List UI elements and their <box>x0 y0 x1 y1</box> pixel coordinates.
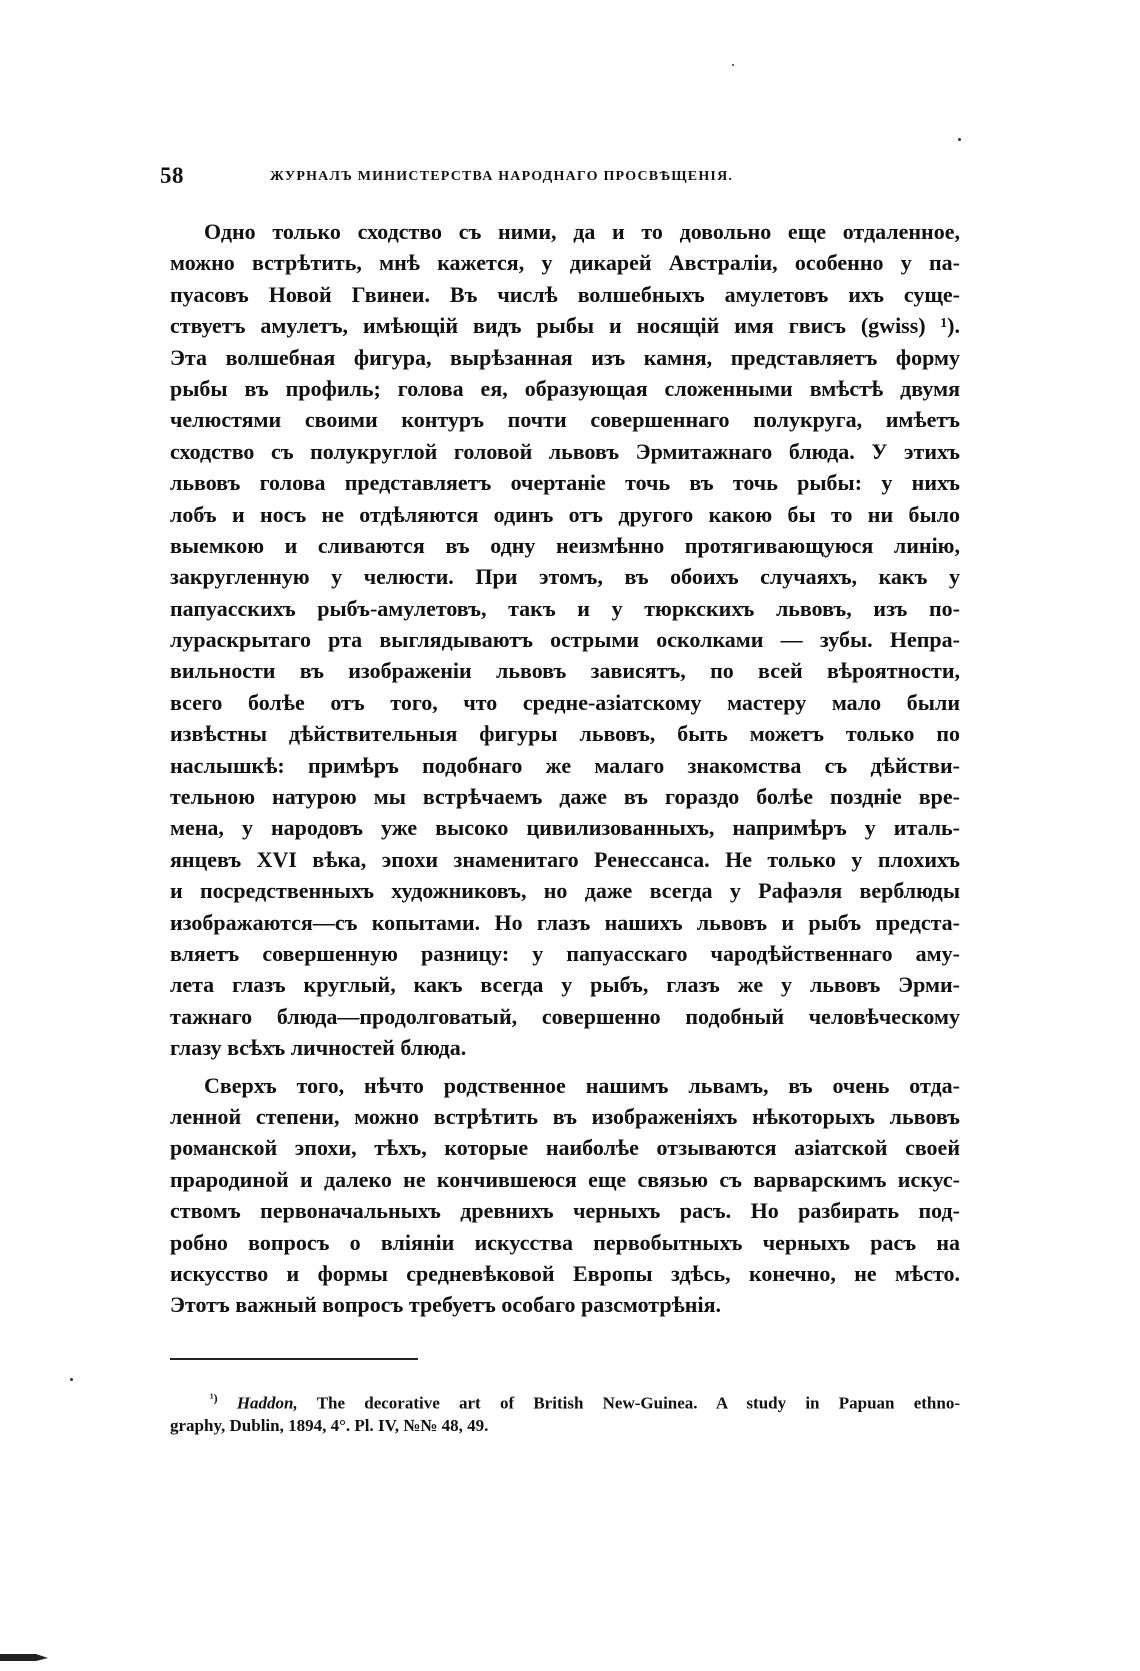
text-line: ленной степени, можно встрѣтить въ изображеніяхъ нѣкоторыхъ львовъ <box>170 1103 960 1129</box>
footnote <box>170 1384 960 1440</box>
text-line: выемкою и сливаются въ одну неизмѣнно протягивающуюся линію, <box>170 532 960 558</box>
text-line: янцевъ XVI вѣка, эпохи знаменитаго Ренессанса. Не только у плохихъ <box>170 846 960 872</box>
text-line: искусство и формы средневѣковой Европы здѣсь, конечно, не мѣсто. <box>170 1260 960 1286</box>
text-line: вляетъ совершенную разницу: у папуасскаго чародѣйственнаго аму- <box>170 940 960 966</box>
scan-edge-mark <box>0 1652 50 1662</box>
text-line: Сверхъ того, нѣчто родственное нашимъ львамъ, въ очень отда- <box>204 1072 960 1098</box>
text-line: всего болѣе отъ того, что средне-азіатскому мастеру мало были <box>170 689 960 715</box>
text-line: можно встрѣтить, мнѣ кажется, у дикарей Австраліи, особенно у па- <box>170 250 960 276</box>
text-line: тажнаго блюда—продолговатый, совершенно подобный человѣческому <box>170 1003 960 1029</box>
text-line: робно вопросъ о вліяніи искусства первобытныхъ черныхъ расъ на <box>170 1229 960 1255</box>
text-line: и посредственныхъ художниковъ, но даже всегда у Рафаэля верблюды <box>170 878 960 904</box>
text-line: челюстями своими контуръ почти совершеннаго полукруга, имѣетъ <box>170 407 960 433</box>
footnote-line <box>170 1384 960 1412</box>
text-line: наслышкѣ: примѣръ подобнаго же малаго знакомства съ дѣйстви- <box>170 752 960 778</box>
footnote-divider <box>170 1358 418 1360</box>
footnote-author: Haddon, <box>236 1393 298 1413</box>
footnote-text: The decorative art of British New-Guinea. A study in Papuan ethno- <box>297 1393 960 1413</box>
scan-speck <box>958 138 961 141</box>
text-line: романской эпохи, тѣхъ, которые наиболѣе отзываются азіатской своей <box>170 1135 960 1161</box>
running-title: ЖУРНАЛЪ МИНИСТЕРСТВА НАРОДНАГО ПРОСВѢЩЕНІЯ. <box>270 169 734 184</box>
scan-speck <box>70 1378 73 1381</box>
text-line: львовъ голова представляетъ очертаніе точь въ точь рыбы: у нихъ <box>170 470 960 496</box>
body-text <box>170 216 960 1321</box>
text-line: Этотъ важный вопросъ требуетъ особаго разсмотрѣнія. <box>170 1292 721 1318</box>
page-number: 58 <box>160 163 184 188</box>
text-line: вильности въ изображеніи львовъ зависятъ, по всей вѣроятности, <box>170 658 960 684</box>
text-line: лураскрытаго рта выглядываютъ острыми осколками — зубы. Непра- <box>170 627 960 653</box>
text-line: тельною натурою мы встрѣчаемъ даже въ гораздо болѣе поздніе вре- <box>170 784 960 810</box>
text-line: ствомъ первоначальныхъ древнихъ черныхъ расъ. Но разбирать под- <box>170 1198 960 1224</box>
paragraph <box>170 1070 960 1321</box>
text-line: лета глазъ круглый, какъ всегда у рыбъ, глазъ же у львовъ Эрми- <box>170 972 960 998</box>
scan-speck <box>732 64 734 66</box>
text-line: Одно только сходство съ ними, да и то довольно еще отдаленное, <box>204 219 960 244</box>
text-line: сходство съ полукруглой головой львовъ Эрмитажнаго блюда. У этихъ <box>170 438 960 464</box>
text-line: ствуетъ амулетъ, имѣющій видъ рыбы и носящій имя гвисъ (gwiss) ¹). <box>170 313 960 339</box>
text-line: изображаются—съ копытами. Но глазъ нашихъ львовъ и рыбъ предста- <box>170 909 960 935</box>
text-line: извѣстны дѣйствительныя фигуры львовъ, быть можетъ только по <box>170 721 960 747</box>
text-line: рыбы въ профиль; голова ея, образующая сложенными вмѣстѣ двумя <box>170 375 960 401</box>
footnote-marker: ¹) <box>210 1391 218 1405</box>
paragraph <box>170 216 960 1064</box>
text-line: прародиной и далеко не кончившеюся еще связью съ варварскимъ искус- <box>170 1166 960 1192</box>
text-line: глазу всѣхъ личностей блюда. <box>170 1035 467 1061</box>
text-line: папуасскихъ рыбъ-амулетовъ, такъ и у тюркскихъ львовъ, изъ по- <box>170 595 960 621</box>
text-line: пуасовъ Новой Гвинеи. Въ числѣ волшебныхъ амулетовъ ихъ суще- <box>170 281 960 307</box>
text-line: лобъ и носъ не отдѣляются одинъ отъ другого какою бы то ни было <box>170 501 960 527</box>
footnote-line: graphy, Dublin, 1894, 4°. Pl. IV, №№ 48, 49. <box>170 1416 489 1435</box>
text-line: закругленную у челюсти. При этомъ, въ обоихъ случаяхъ, какъ у <box>170 564 960 590</box>
page-header <box>160 163 960 197</box>
text-line: мена, у народовъ уже высоко цивилизованныхъ, напримѣръ у италь- <box>170 815 960 841</box>
text-line: Эта волшебная фигура, вырѣзанная изъ камня, представляетъ форму <box>170 344 960 370</box>
